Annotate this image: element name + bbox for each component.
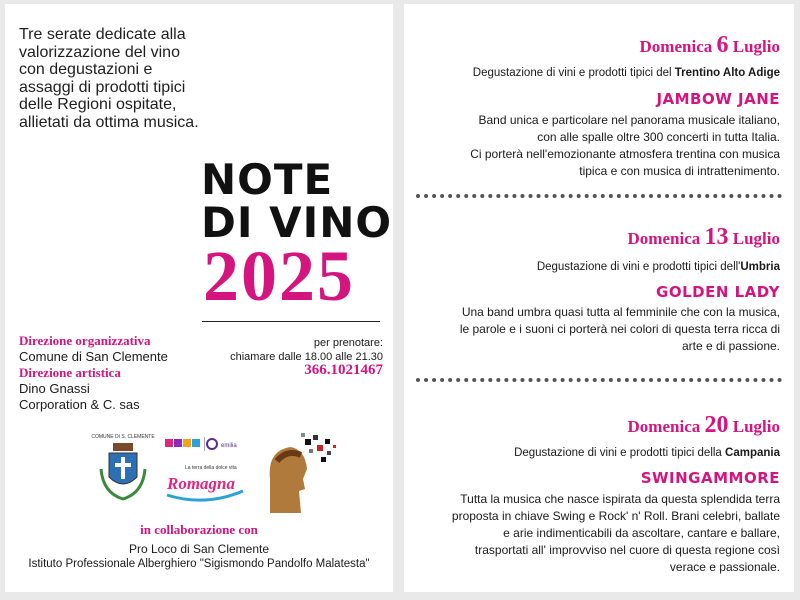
event-3-band: SWINGAMMORE — [640, 469, 780, 487]
event-2-region: Umbria — [740, 261, 780, 273]
event-1-month: Luglio — [732, 37, 780, 56]
event-3-desc-line: e arie indimenticabili da ascoltare, cantare e ballare, — [503, 526, 780, 540]
event-3-month: Luglio — [732, 417, 780, 436]
comune-crest-caption: COMUNE DI S. CLEMENTE — [91, 434, 155, 440]
event-2-day: 13 — [704, 224, 729, 250]
art-direction-value-1: Dino Gnassi — [19, 381, 90, 396]
intro-text: Tre serate dedicate alla valorizzazione del vino con degustazioni e assaggi di prodotti tipici delle Regioni ospitate, allietati da ottima musica. — [19, 26, 199, 131]
event-2-tasting-text: Degustazione di vini e prodotti tipici dell' — [536, 261, 741, 273]
right-panel — [404, 4, 794, 592]
title-line-2: DI VINO — [201, 198, 393, 247]
event-2-desc — [420, 304, 780, 355]
collab-proloco: Pro Loco di San Clemente — [128, 542, 270, 556]
event-1-region: Trentino Alto Adige — [674, 67, 780, 79]
event-1-desc — [420, 112, 780, 180]
event-3-tasting — [514, 447, 780, 459]
year-title: 2025 — [203, 236, 355, 316]
event-1-tasting-text: Degustazione di vini e prodotti tipici del — [472, 67, 672, 79]
event-2-date-prefix: Domenica — [627, 229, 701, 248]
event-1-desc-line: Band unica e particolare nel panorama musicale italiano, — [478, 113, 780, 127]
org-direction-value: Comune di San Clemente — [19, 349, 168, 364]
event-1-desc-line: Ci porterà nell'emozionante atmosfera trentina con musica — [470, 147, 780, 161]
collab-istituto: Istituto Professionale Alberghiero "Sigismondo Pandolfo Malatesta" — [28, 558, 370, 570]
event-1-desc-line: tipica e con musica di intrattenimento. — [579, 164, 780, 178]
event-3-date — [628, 412, 780, 439]
dotted-divider-2 — [416, 378, 782, 382]
svg-text:emilia: emilia — [221, 443, 237, 449]
event-3-region: Campania — [725, 447, 780, 459]
event-3-desc-line: Tutta la musica che nasce ispirata da questa splendida terra — [460, 492, 780, 506]
art-direction-value-2: Corporation & C. sas — [19, 397, 140, 412]
event-3-desc — [420, 491, 780, 576]
booking-hours: chiamare dalle 18.00 alle 21.30 — [230, 351, 383, 363]
event-2-month: Luglio — [732, 229, 780, 248]
collab-title: in collaborazione con — [140, 522, 258, 537]
event-3-desc-line: verace e passionale. — [669, 560, 780, 574]
event-1-tasting — [473, 67, 780, 79]
art-direction-label: Direzione artistica — [19, 365, 121, 380]
event-1-day: 6 — [716, 32, 729, 58]
left-panel — [5, 4, 393, 592]
romagna-wordmark: Romagna — [167, 474, 236, 493]
event-2-tasting — [537, 261, 780, 273]
romagna-logo-icon — [165, 437, 243, 500]
romagna-tagline: La terra della dolce vita — [185, 465, 237, 471]
event-1-band: JAMBOW JANE — [656, 90, 780, 108]
booking-label: per prenotare: — [313, 337, 383, 349]
comune-crest-icon — [91, 434, 155, 499]
title-divider — [202, 321, 380, 322]
event-3-desc-line: proposta in chiave Swing e Rock' n' Roll. Brani celebri, ballate — [451, 509, 780, 523]
event-1-date — [640, 32, 780, 59]
event-3-day: 20 — [704, 412, 729, 438]
event-3-tasting-text: Degustazione di vini e prodotti tipici della — [514, 447, 722, 459]
event-1-desc-line: con alle spalle oltre 300 concerti in tutta Italia. — [537, 130, 780, 144]
phone-number[interactable]: 366.1021467 — [304, 362, 383, 378]
event-2-date — [628, 224, 780, 251]
event-1-date-prefix: Domenica — [639, 37, 713, 56]
event-2-band: GOLDEN LADY — [656, 283, 780, 301]
event-3-date-prefix: Domenica — [627, 417, 701, 436]
org-direction-label: Direzione organizzativa — [19, 333, 151, 348]
event-2-desc-line: arte e di passione. — [681, 339, 780, 353]
logos-row — [5, 429, 393, 519]
event-2-desc-line: Una band umbra quasi tutta al femminile che con la musica, — [461, 305, 780, 319]
dotted-divider-1 — [416, 194, 782, 198]
event-3-desc-line: trasportati all' improvviso nel cuore di questa regione così — [474, 543, 780, 557]
title-line-1: NOTE — [201, 155, 334, 204]
wine-head-art-icon — [270, 433, 336, 513]
event-2-desc-line: le parole e i suoni ci porterà nei colori di questa terra ricca di — [459, 322, 780, 336]
